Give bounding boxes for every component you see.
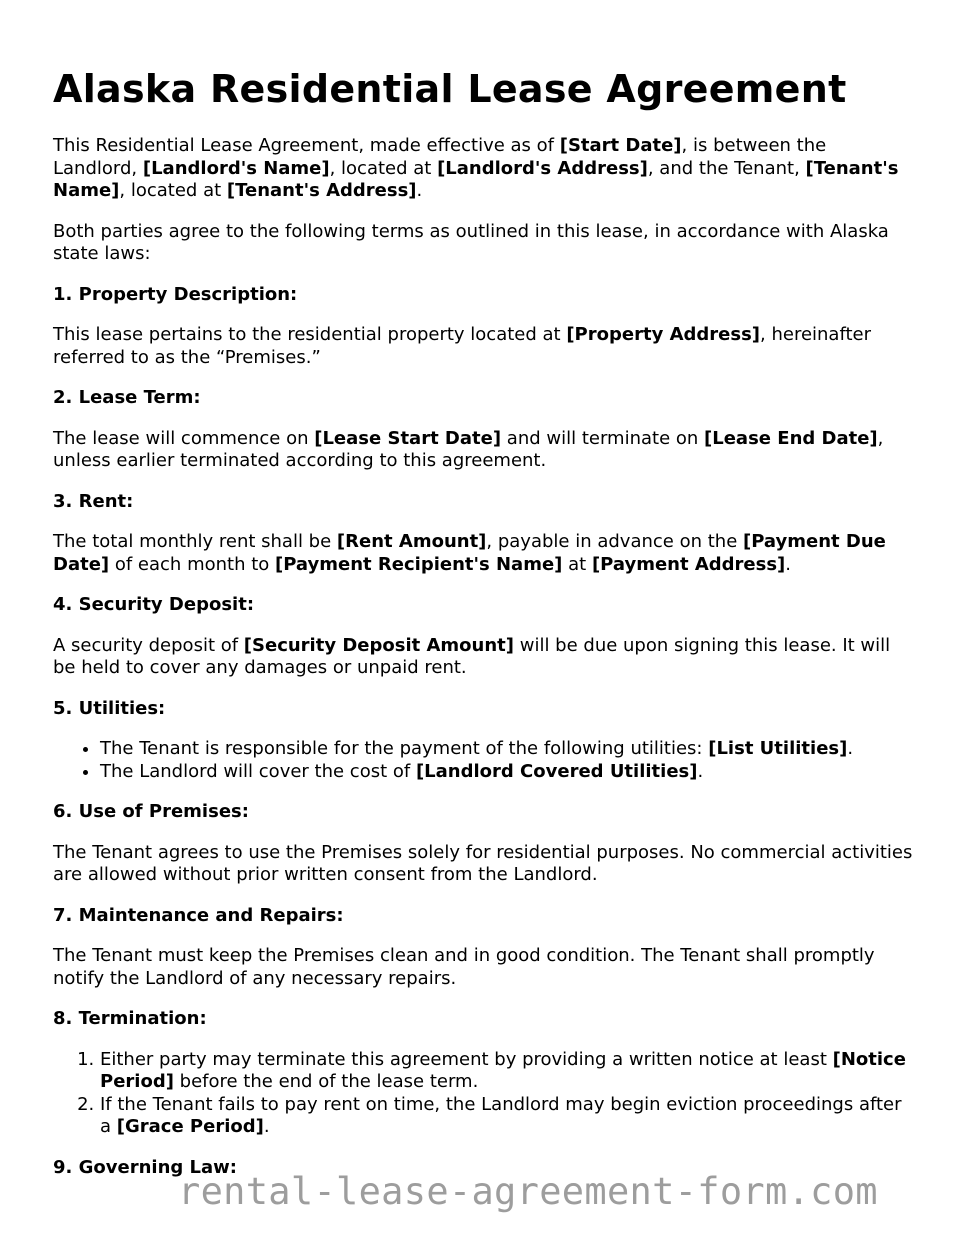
document-title: Alaska Residential Lease Agreement [53,67,847,111]
payment-recipient-field: [Payment Recipient's Name] [275,553,563,575]
agreement-paragraph: Both parties agree to the following terms as outlined in this lease, in accordance with Alaska state laws: [53,220,889,264]
section-heading-use-of-premises: 6. Use of Premises: [53,801,249,822]
landlord-address-field: [Landlord's Address] [437,157,648,179]
property-paragraph: This lease pertains to the residential property located at [Property Address], hereinafter referred to as the “Premises.” [53,324,872,368]
utilities-field: [List Utilities] [708,738,848,759]
list-item: • The Tenant is responsible for the payment of the following utilities: [List Utilities]. [100,738,913,761]
termination-list [53,1049,913,1139]
section-heading-rent: 3. Rent: [53,490,134,512]
intro-paragraph: This Residential Lease Agreement, made effective as of [Start Date], is between the Landlord, [Landlord's Name], located at [Landlord's Address], and the Tenant, [Tenant's Name], located at [Tenant's Address]. [53,135,899,201]
lease-document [53,64,913,1197]
utilities-list [53,738,913,783]
payment-address-field: [Payment Address] [591,553,786,575]
payment-due-date-field: [Payment Due Date] [53,531,886,575]
section-heading-governing-law: 9. Governing Law: [53,1156,237,1178]
section-heading-lease-term: 2. Lease Term: [53,387,201,408]
list-item: • The Landlord will cover the cost of [Landlord Covered Utilities]. [100,761,913,784]
section-heading-security-deposit: 4. Security Deposit: [53,594,255,615]
lease-start-field: [Lease Start Date] [314,427,502,449]
lease-term-paragraph: The lease will commence on [Lease Start Date] and will terminate on [Lease End Date], unless earlier terminated according to this agreement. [53,427,884,471]
property-address-field: [Property Address] [566,324,761,345]
watermark: rental-lease-agreement-form.com [178,1170,878,1213]
rent-amount-field: [Rent Amount] [336,531,487,552]
start-date-field: [Start Date] [559,135,682,156]
list-item: 2. If the Tenant fails to pay rent on time, the Landlord may begin eviction proceedings after a [Grace Period]. [100,1094,913,1139]
tenant-name-field: [Tenant's Name] [53,157,899,201]
maintenance-paragraph: The Tenant must keep the Premises clean and in good condition. The Tenant shall promptly notify the Landlord of any necessary repairs. [53,945,875,989]
rent-paragraph: The total monthly rent shall be [Rent Amount], payable in advance on the [Payment Due Date] of each month to [Payment Recipient's Name] at [Payment Address]. [53,531,886,575]
tenant-address-field: [Tenant's Address] [226,180,417,201]
landlord-utilities-field: [Landlord Covered Utilities] [415,760,698,782]
section-heading-maintenance: 7. Maintenance and Repairs: [53,904,344,926]
security-deposit-paragraph: A security deposit of [Security Deposit Amount] will be due upon signing this lease. It will be held to cover any damages or unpaid rent. [53,634,891,678]
use-of-premises-paragraph: The Tenant agrees to use the Premises solely for residential purposes. No commercial activities are allowed without prior written consent from the Landlord. [53,841,913,885]
notice-period-field: [Notice Period] [100,1048,906,1092]
section-heading-utilities: 5. Utilities: [53,697,166,719]
deposit-amount-field: [Security Deposit Amount] [243,634,514,656]
grace-period-field: [Grace Period] [116,1116,264,1137]
list-item: 1. Either party may terminate this agreement by providing a written notice at least [Notice Period] before the end of the lease term. [100,1049,913,1094]
section-heading-termination: 8. Termination: [53,1008,207,1029]
section-heading-property: 1. Property Description: [53,283,298,305]
landlord-name-field: [Landlord's Name] [142,157,330,179]
lease-end-field: [Lease End Date] [704,427,878,449]
